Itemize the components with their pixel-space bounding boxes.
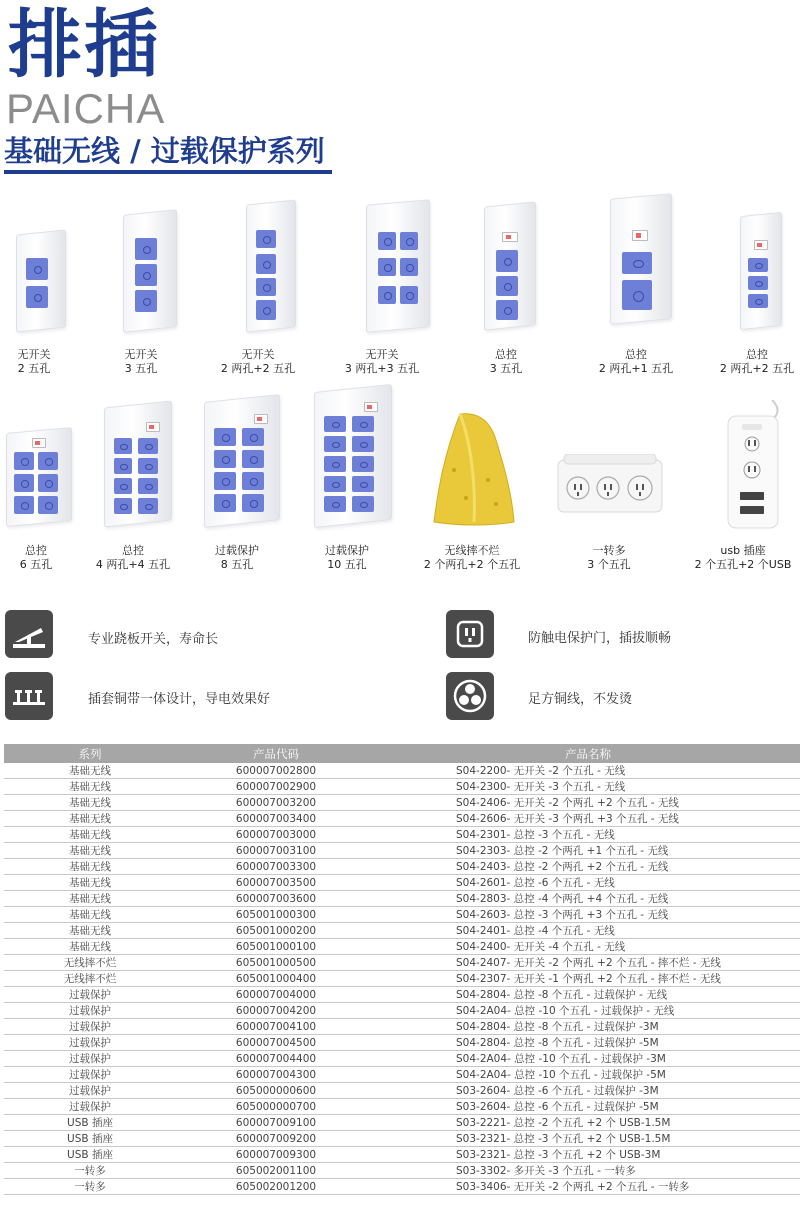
table-row — [4, 1051, 800, 1067]
code-cell: 600007004200 — [176, 1003, 376, 1019]
product-caption: usb 插座 2 个五孔+2 个USB — [694, 544, 792, 571]
code-cell: 605001000500 — [176, 955, 376, 971]
table-row — [4, 795, 800, 811]
name-cell: S03-3406- 无开关 -2 个两孔 +2 个五孔 - 一转多 — [376, 1179, 800, 1195]
name-cell: S03-2604- 总控 -6 个五孔 - 过载保护 -5M — [376, 1099, 800, 1115]
table-row — [4, 763, 800, 779]
code-cell: 600007003500 — [176, 875, 376, 891]
table-row — [4, 1067, 800, 1083]
table-row — [4, 907, 800, 923]
code-cell: 605002001100 — [176, 1163, 376, 1179]
series-cell: 过载保护 — [4, 1051, 176, 1067]
page-title: 排插 — [8, 2, 160, 88]
series-cell: USB 插座 — [4, 1131, 176, 1147]
table-row — [4, 1003, 800, 1019]
product-image — [2, 430, 74, 526]
code-cell: 605000000700 — [176, 1099, 376, 1115]
name-cell: S03-2604- 总控 -6 个五孔 - 过载保护 -3M — [376, 1083, 800, 1099]
table-row — [4, 1115, 800, 1131]
column-header-code: 产品代码 — [176, 744, 376, 763]
code-cell: 600007003600 — [176, 891, 376, 907]
table-row — [4, 875, 800, 891]
series-cell: 过载保护 — [4, 1083, 176, 1099]
product-image — [100, 404, 176, 526]
table-row — [4, 987, 800, 1003]
name-cell: S04-2A04- 总控 -10 个五孔 - 过载保护 - 无线 — [376, 1003, 800, 1019]
shutter-socket-icon — [446, 610, 494, 658]
series-cell: 基础无线 — [4, 939, 176, 955]
product-image — [360, 202, 432, 332]
name-cell: S04-2606- 无开关 -3 个两孔 +3 个五孔 - 无线 — [376, 811, 800, 827]
product-image — [474, 204, 540, 330]
code-cell: 600007004400 — [176, 1051, 376, 1067]
name-cell: S04-2804- 总控 -8 个五孔 - 过载保护 - 无线 — [376, 987, 800, 1003]
code-cell: 600007003000 — [176, 827, 376, 843]
code-cell: 605001000300 — [176, 907, 376, 923]
table-row — [4, 843, 800, 859]
name-cell: S04-2303- 总控 -2 个两孔 +1 个五孔 - 无线 — [376, 843, 800, 859]
table-row — [4, 923, 800, 939]
name-cell: S04-2601- 总控 -6 个五孔 - 无线 — [376, 875, 800, 891]
table-row — [4, 971, 800, 987]
series-cell: 基础无线 — [4, 875, 176, 891]
table-row — [4, 827, 800, 843]
pedal-switch-icon — [5, 610, 53, 658]
feature-text: 足方铜线，不发烫 — [528, 692, 633, 707]
product-caption: 过载保护 10 五孔 — [325, 544, 369, 571]
name-cell: S04-2401- 总控 -4 个五孔 - 无线 — [376, 923, 800, 939]
code-cell: 605001000100 — [176, 939, 376, 955]
product-image — [604, 196, 676, 330]
name-cell: S03-2221- 总控 -2 个五孔 +2 个 USB-1.5M — [376, 1115, 800, 1131]
table-row — [4, 811, 800, 827]
product-caption: 无开关 2 两孔+2 五孔 — [220, 348, 296, 375]
series-cell: USB 插座 — [4, 1115, 176, 1131]
table-row — [4, 891, 800, 907]
name-cell: S04-2804- 总控 -8 个五孔 - 过载保护 -5M — [376, 1035, 800, 1051]
product-image — [430, 410, 518, 528]
product-caption: 无开关 3 五孔 — [124, 348, 158, 375]
product-caption: 无线摔不烂 2 个两孔+2 个五孔 — [423, 544, 521, 571]
name-cell: S03-3302- 多开关 -3 个五孔 - 一转多 — [376, 1163, 800, 1179]
series-title: 基础无线 / 过载保护系列 — [4, 134, 325, 168]
name-cell: S04-2A04- 总控 -10 个五孔 - 过载保护 -5M — [376, 1067, 800, 1083]
product-image — [718, 400, 790, 530]
code-cell: 600007002900 — [176, 779, 376, 795]
title-underline — [4, 170, 332, 174]
series-cell: 过载保护 — [4, 1019, 176, 1035]
series-cell: 无线摔不烂 — [4, 971, 176, 987]
code-cell: 600007004000 — [176, 987, 376, 1003]
page-subtitle-en: PAICHA — [6, 85, 166, 132]
code-cell: 600007004500 — [176, 1035, 376, 1051]
name-cell: S04-2603- 总控 -3 个两孔 +3 个五孔 - 无线 — [376, 907, 800, 923]
series-cell: 过载保护 — [4, 1035, 176, 1051]
code-cell: 605000000600 — [176, 1083, 376, 1099]
table-row — [4, 1083, 800, 1099]
column-header-name: 产品名称 — [376, 744, 800, 763]
product-image — [115, 212, 181, 332]
code-cell: 605001000200 — [176, 923, 376, 939]
code-cell: 600007003400 — [176, 811, 376, 827]
table-row — [4, 955, 800, 971]
series-cell: 一转多 — [4, 1163, 176, 1179]
series-cell: 过载保护 — [4, 987, 176, 1003]
name-cell: S04-2A04- 总控 -10 个五孔 - 过载保护 -3M — [376, 1051, 800, 1067]
series-cell: 一转多 — [4, 1179, 176, 1195]
series-cell: 无线摔不烂 — [4, 955, 176, 971]
name-cell: S04-2300- 无开关 -3 个五孔 - 无线 — [376, 779, 800, 795]
table-row — [4, 1099, 800, 1115]
series-cell: 基础无线 — [4, 827, 176, 843]
table-row — [4, 1147, 800, 1163]
code-cell: 605001000400 — [176, 971, 376, 987]
series-cell: 过载保护 — [4, 1003, 176, 1019]
name-cell: S04-2406- 无开关 -2 个两孔 +2 个五孔 - 无线 — [376, 795, 800, 811]
product-caption: 过载保护 8 五孔 — [215, 544, 259, 571]
code-cell: 600007004100 — [176, 1019, 376, 1035]
table-row — [4, 939, 800, 955]
feature-text: 专业跷板开关，寿命长 — [88, 632, 219, 647]
table-row — [4, 779, 800, 795]
copper-wire-icon — [446, 672, 494, 720]
series-cell: 过载保护 — [4, 1099, 176, 1115]
code-cell: 605002001200 — [176, 1179, 376, 1195]
feature-text: 防触电保护门，插拔顺畅 — [528, 631, 672, 646]
table-row — [4, 1179, 800, 1195]
name-cell: S04-2307- 无开关 -1 个两孔 +2 个五孔 - 摔不烂 - 无线 — [376, 971, 800, 987]
series-cell: 过载保护 — [4, 1067, 176, 1083]
series-cell: 基础无线 — [4, 891, 176, 907]
name-cell: S04-2403- 总控 -2 个两孔 +2 个五孔 - 无线 — [376, 859, 800, 875]
code-cell: 600007009100 — [176, 1115, 376, 1131]
series-cell: 基础无线 — [4, 907, 176, 923]
product-caption: 总控 2 两孔+1 五孔 — [598, 348, 674, 375]
name-cell: S04-2200- 无开关 -2 个五孔 - 无线 — [376, 763, 800, 779]
series-cell: 基础无线 — [4, 923, 176, 939]
series-cell: 基础无线 — [4, 795, 176, 811]
table-row — [4, 1019, 800, 1035]
copper-strip-icon — [5, 672, 53, 720]
code-cell: 600007004300 — [176, 1067, 376, 1083]
product-caption: 无开关 3 两孔+3 五孔 — [344, 348, 420, 375]
name-cell: S04-2803- 总控 -4 个两孔 +4 个五孔 - 无线 — [376, 891, 800, 907]
name-cell: S04-2407- 无开关 -2 个两孔 +2 个五孔 - 摔不烂 - 无线 — [376, 955, 800, 971]
name-cell: S04-2301- 总控 -3 个五孔 - 无线 — [376, 827, 800, 843]
code-cell: 600007009300 — [176, 1147, 376, 1163]
product-caption: 总控 3 五孔 — [489, 348, 523, 375]
series-cell: 基础无线 — [4, 811, 176, 827]
product-caption: 总控 4 两孔+4 五孔 — [95, 544, 171, 571]
series-cell: USB 插座 — [4, 1147, 176, 1163]
product-caption: 总控 2 两孔+2 五孔 — [719, 348, 795, 375]
code-cell: 600007003200 — [176, 795, 376, 811]
series-cell: 基础无线 — [4, 763, 176, 779]
table-row — [4, 859, 800, 875]
series-cell: 基础无线 — [4, 843, 176, 859]
feature-text: 插套铜带一体设计，导电效果好 — [88, 692, 271, 707]
product-image — [8, 232, 68, 332]
name-cell: S04-2400- 无开关 -4 个五孔 - 无线 — [376, 939, 800, 955]
product-image — [200, 398, 282, 526]
code-cell: 600007009200 — [176, 1131, 376, 1147]
product-caption: 无开关 2 五孔 — [17, 348, 51, 375]
product-image — [556, 454, 664, 516]
name-cell: S03-2321- 总控 -3 个五孔 +2 个 USB-3M — [376, 1147, 800, 1163]
table-row — [4, 1131, 800, 1147]
name-cell: S03-2321- 总控 -3 个五孔 +2 个 USB-1.5M — [376, 1131, 800, 1147]
code-cell: 600007003100 — [176, 843, 376, 859]
product-caption: 总控 6 五孔 — [19, 544, 53, 571]
code-cell: 600007003300 — [176, 859, 376, 875]
series-cell: 基础无线 — [4, 859, 176, 875]
code-cell: 600007002800 — [176, 763, 376, 779]
table-row — [4, 1163, 800, 1179]
product-image — [736, 214, 786, 330]
column-header-series: 系列 — [4, 744, 176, 763]
table-header-row — [4, 744, 800, 763]
product-image — [310, 388, 394, 526]
product-caption: 一转多 3 个五孔 — [587, 544, 631, 571]
product-spec-table — [4, 744, 800, 1195]
name-cell: S04-2804- 总控 -8 个五孔 - 过载保护 -3M — [376, 1019, 800, 1035]
table-row — [4, 1035, 800, 1051]
product-image — [238, 202, 300, 332]
series-cell: 基础无线 — [4, 779, 176, 795]
